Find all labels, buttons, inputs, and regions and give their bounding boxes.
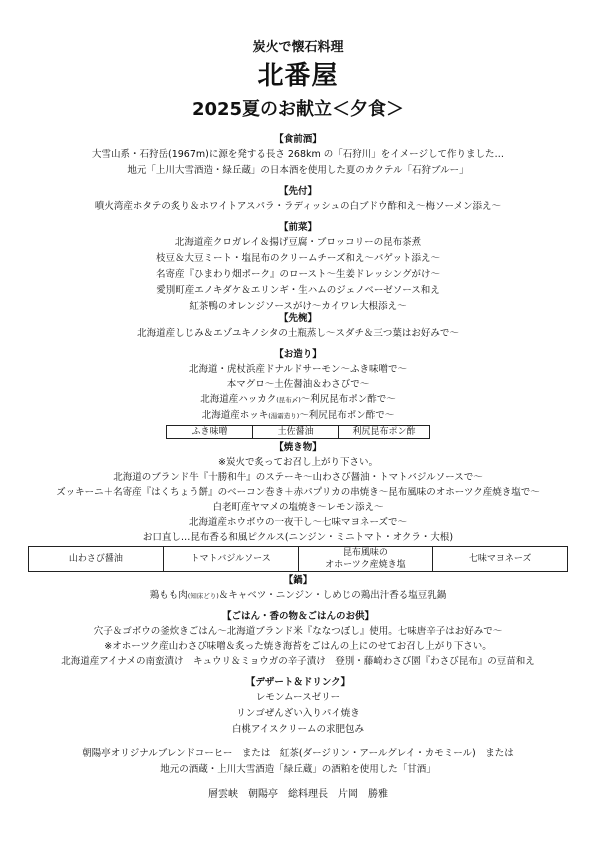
menu-line: リンゴぜんざい入りパイ焼き xyxy=(236,708,360,719)
section-aperitif xyxy=(0,133,596,179)
menu-line: 白老町産ヤマメの塩焼き～レモン添え～ xyxy=(212,502,384,513)
spacer xyxy=(0,738,596,746)
menu-line: 北海道産ホウボウの一夜干し～七味マヨネーズで～ xyxy=(188,517,408,528)
menu-line: 地元「上川大雪酒造・緑丘蔵」の日本酒を使用した夏のカクテル「石狩ブルー」 xyxy=(127,165,469,176)
chef-signature: 層雲峡 朝陽亭 総料理長 片岡 勝雅 xyxy=(208,789,388,800)
menu-line-note: (昆布〆) xyxy=(276,396,301,404)
sauce-cell: 山わさび醤油 xyxy=(29,547,164,572)
menu-note: ※炭火で炙ってお召し上がり下さい。 xyxy=(218,457,378,468)
menu-line: 愛別町産エノキダケ＆エリンギ・生ハムのジェノベーゼソース和え xyxy=(156,285,440,296)
menu-line: 枝豆＆大豆ミート・塩昆布のクリームチーズ和え～バゲット添え～ xyxy=(156,253,440,264)
section-appetizer xyxy=(0,185,596,215)
section-heading: 【鍋】 xyxy=(283,575,313,586)
menu-line: 北海道産アイナメの南蛮漬け キュウリ＆ミョウガの辛子漬け 登別・藤崎わさび園『わさび昆布』の豆苗和え xyxy=(61,656,535,667)
menu-line-rest: ～利尻昆布ポン酢で～ xyxy=(300,394,396,405)
sauce-cell-line: オホーツク産焼き塩 xyxy=(325,560,406,570)
menu-line: 名寄産『ひまわり畑ポーク』のロースト～生姜ドレッシングがけ～ xyxy=(155,269,440,280)
drink-line: 朝陽亭オリジナルブレンドコーヒー または 紅茶(ダージリン・アールグレイ・カモミール) または xyxy=(82,748,514,759)
section-rice xyxy=(0,610,596,669)
menu-line: レモンムースゼリー xyxy=(255,692,341,703)
menu-line: 北海道産しじみ＆エゾユキノシタの土瓶蒸し～スダチ＆三つ葉はお好みで～ xyxy=(137,328,459,339)
menu-line-note: (湯霜造り) xyxy=(268,412,300,420)
section-heading: 【焼き物】 xyxy=(274,442,322,453)
menu-line: 北海道産クロガレイ＆揚げ豆腐・ブロッコリーの昆布茶煮 xyxy=(174,237,422,248)
menu-line: 本マグロ～土佐醤油＆わさびで～ xyxy=(226,379,370,390)
section-sashimi xyxy=(0,348,596,439)
menu-line-rest: ～利尻昆布ポン酢で～ xyxy=(299,410,395,421)
menu-line-main: 鶏もも肉 xyxy=(149,590,188,601)
menu-line: お口直し…昆布香る和風ピクルス(ニンジン・ミニトマト・オクラ・大根) xyxy=(142,532,454,543)
menu-line: ズッキーニ＋名寄産『はくちょう餅』のベーコン巻き＋赤パプリカの串焼き～昆布風味のオホーツク産焼き塩で～ xyxy=(56,487,540,498)
menu-line: 噴火湾産ホタテの炙り＆ホワイトアスパラ・ラディッシュの白ブドウ酢和え～梅ソーメン添え～ xyxy=(94,201,502,212)
condiment-cell: ふき味噌 xyxy=(167,426,253,439)
menu-line-note: (知床どり) xyxy=(187,592,219,600)
menu-line xyxy=(0,408,596,424)
condiment-cell: 利尻昆布ポン酢 xyxy=(339,426,430,439)
menu-line-rest: ＆キャベツ・ニンジン・しめじの鶏出汁香る塩豆乳鍋 xyxy=(218,590,447,601)
section-heading: 【デザート＆ドリンク】 xyxy=(245,677,351,688)
section-zensai xyxy=(0,221,596,315)
menu-note: ※オホーツク産山わさび味噌＆炙った焼き海苔をごはんの上にのせてお召し上がり下さい。 xyxy=(104,641,492,652)
condiment-cell: 土佐醤油 xyxy=(253,426,339,439)
menu-line xyxy=(0,392,596,408)
menu-line xyxy=(0,588,596,604)
menu-line: 大雪山系・石狩岳(1967m)に源を発する長さ 268km の「石狩川」をイメージして作りました… xyxy=(92,149,504,160)
section-heading: 【先椀】 xyxy=(278,313,317,324)
sauce-cell-line: 昆布風味の xyxy=(342,548,388,558)
sauce-table xyxy=(28,546,568,572)
menu-line: 穴子＆ゴボウの釜炊きごはん～北海道ブランド米『ななつぼし』使用。七味唐辛子はお好みで～ xyxy=(93,626,503,637)
section-grilled xyxy=(0,441,596,572)
menu-line: 北海道・虎杖浜産ドナルドサーモン～ふき味噌で～ xyxy=(188,364,408,375)
menu-line-main: 北海道産ホッキ xyxy=(201,410,269,421)
sauce-cell xyxy=(298,547,433,572)
section-heading: 【ごはん・香の物＆ごはんのお供】 xyxy=(221,611,374,622)
section-heading: 【食前酒】 xyxy=(274,134,322,145)
sauce-cell: 七味マヨネーズ xyxy=(433,547,568,572)
sauce-cell: トマトバジルソース xyxy=(163,547,298,572)
menu-line: 紅茶鴨のオレンジソースがけ～カイワレ大根添え～ xyxy=(189,301,407,312)
section-heading: 【お造り】 xyxy=(274,349,322,360)
menu-title: 2025夏のお献立＜夕食＞ xyxy=(191,99,405,120)
drink-line: 地元の酒蔵・上川大雪酒造「緑丘蔵」の酒粕を使用した「甘酒」 xyxy=(160,764,436,775)
section-soup xyxy=(0,312,596,342)
section-hotpot xyxy=(0,574,596,604)
section-heading: 【前菜】 xyxy=(278,222,317,233)
subtitle: 炭火で懐石料理 xyxy=(252,40,344,55)
section-dessert xyxy=(0,676,596,778)
menu-line: 北海道のブランド牛『十勝和牛』のステーキ～山わさび醤油・トマトバジルソースで～ xyxy=(113,472,483,483)
condiment-table xyxy=(166,425,430,439)
section-heading: 【先付】 xyxy=(278,186,317,197)
restaurant-name: 北番屋 xyxy=(257,61,339,91)
menu-line: 白桃アイスクリームの求肥包み xyxy=(231,724,365,735)
menu-line-main: 北海道産ハッカク xyxy=(200,394,277,405)
